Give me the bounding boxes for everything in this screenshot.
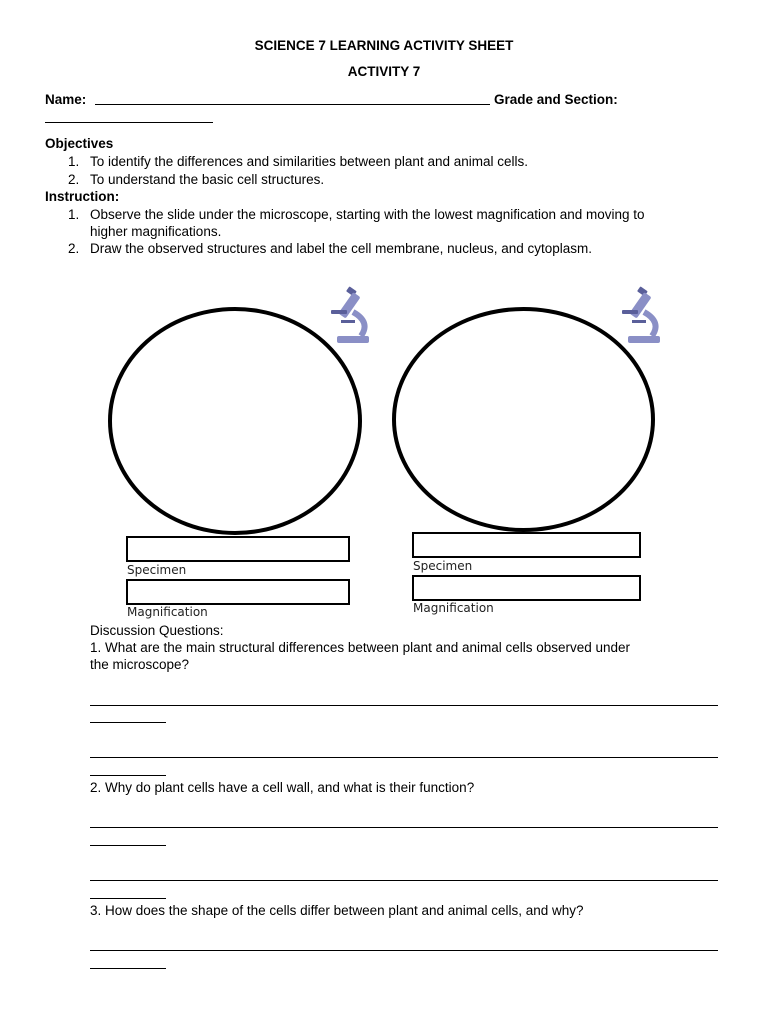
sheet-title: SCIENCE 7 LEARNING ACTIVITY SHEET [254,38,514,53]
discussion-heading: Discussion Questions: [90,623,224,638]
answer-line[interactable] [90,775,166,776]
grade-section-label: Grade and Section: [494,92,618,107]
specimen-label: Specimen [413,559,473,573]
objectives-heading: Objectives [45,136,114,151]
specimen-label: Specimen [127,563,187,577]
microscope-icon [618,286,664,346]
activity-title: ACTIVITY 7 [347,64,421,79]
answer-line[interactable] [90,950,718,951]
instruction-item: 2. Draw the observed structures and label the cell membrane, nucleus, and cytoplasm. [68,241,593,256]
answer-line[interactable] [90,757,718,758]
answer-line[interactable] [90,880,718,881]
instruction-item-continued: higher magnifications. [90,224,222,239]
answer-line[interactable] [90,722,166,723]
answer-line[interactable] [90,827,718,828]
answer-line[interactable] [90,845,166,846]
answer-line[interactable] [90,898,166,899]
objective-item: 2. To understand the basic cell structures. [68,172,325,187]
objective-item: 1. To identify the differences and similarities between plant and animal cells. [68,154,528,169]
instruction-item: 1. Observe the slide under the microscope, starting with the lowest magnification and moving to [68,207,645,222]
microscope-icon [327,286,373,346]
name-label: Name: [45,92,87,107]
instruction-heading: Instruction: [45,189,120,204]
question-2: 2. Why do plant cells have a cell wall, and what is their function? [90,780,475,795]
name-field[interactable] [95,104,490,105]
question-1-continued: the microscope? [90,657,190,672]
magnification-field-2[interactable] [412,575,641,601]
specimen-field-2[interactable] [412,532,641,558]
answer-line[interactable] [90,968,166,969]
magnification-label: Magnification [413,601,494,615]
grade-section-field[interactable] [45,122,213,123]
magnification-label: Magnification [127,605,208,619]
answer-line[interactable] [90,705,718,706]
drawing-circle-2[interactable] [392,307,655,532]
question-3: 3. How does the shape of the cells differ between plant and animal cells, and why? [90,903,584,918]
drawing-circle-1[interactable] [108,307,362,535]
magnification-field-1[interactable] [126,579,350,605]
question-1: 1. What are the main structural differences between plant and animal cells observed under [90,640,631,655]
specimen-field-1[interactable] [126,536,350,562]
